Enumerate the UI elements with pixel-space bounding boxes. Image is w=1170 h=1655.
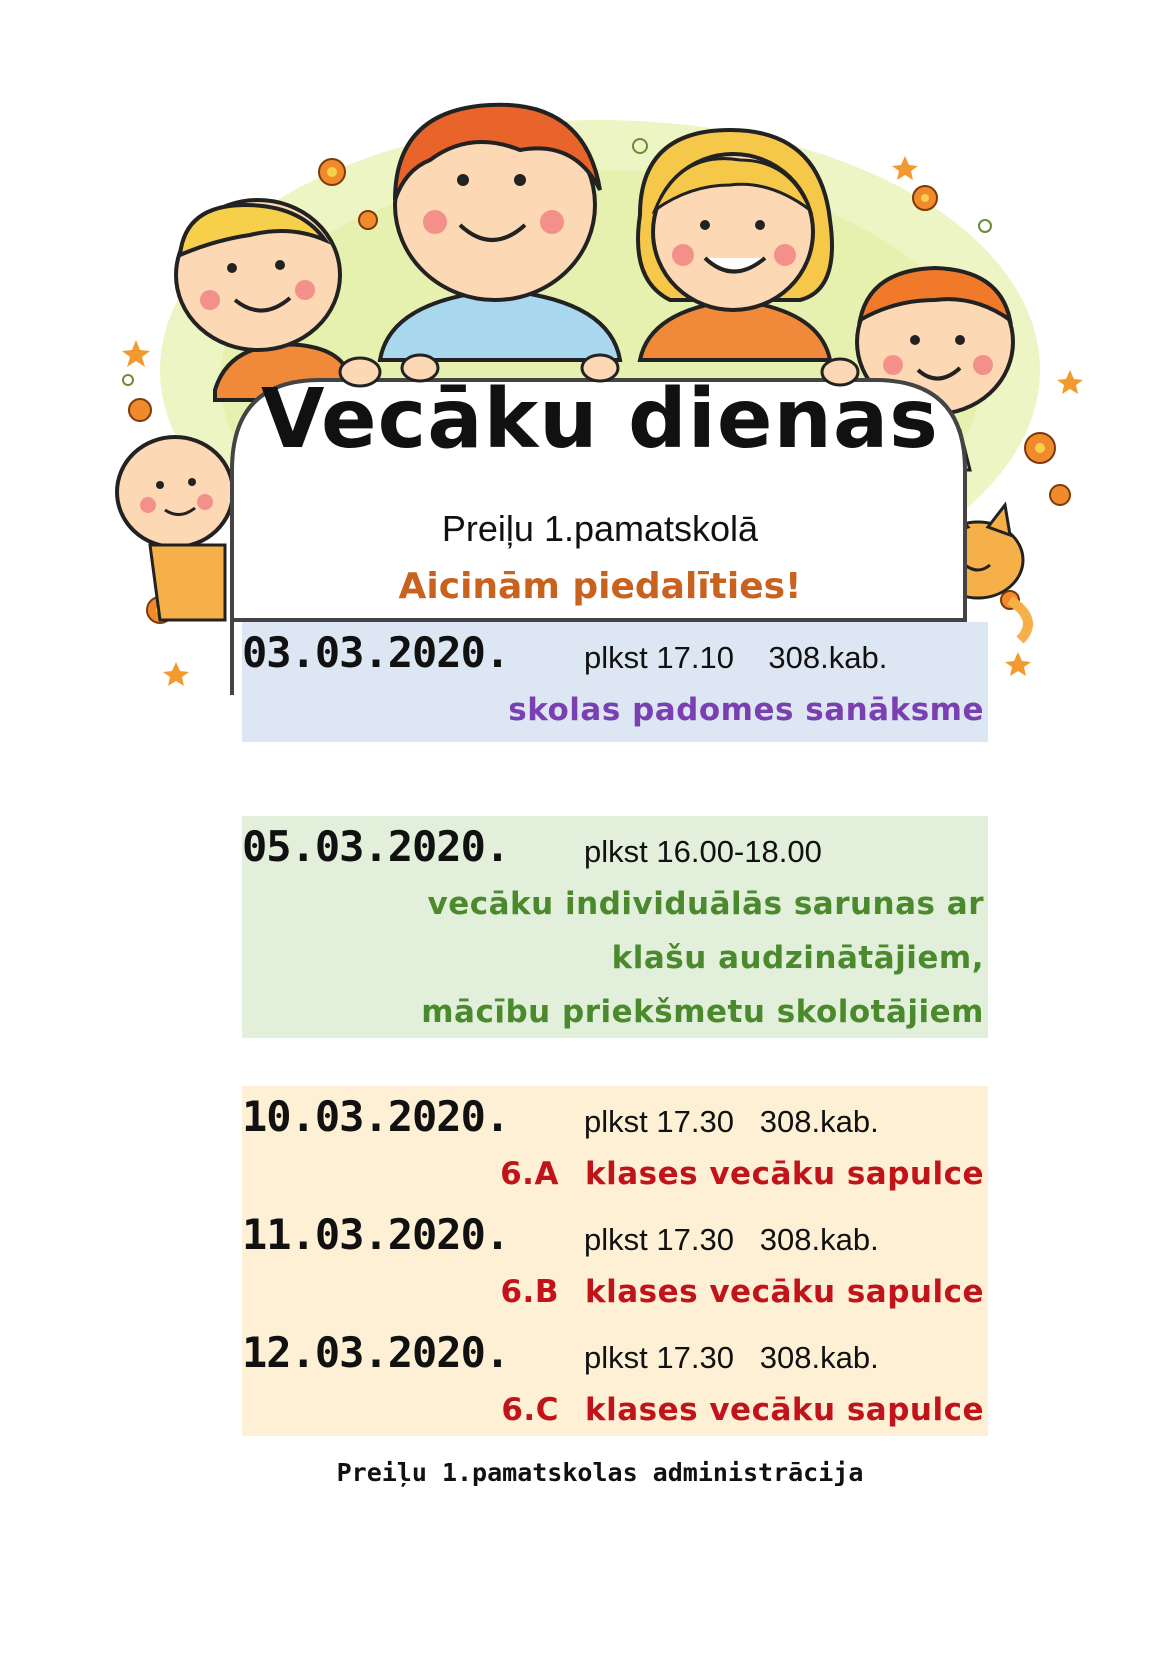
meeting-text: klases vecāku sapulce [584,1392,984,1428]
family-illustration [0,0,1170,720]
event-block-class-meetings [242,1086,988,1436]
meeting-time-room: plkst 17.30 308.kab. [584,1104,879,1139]
meeting-date: 12.03.2020. [242,1328,510,1377]
meeting-description [500,1274,984,1310]
event-description-line: vecāku individuālās sarunas ar [427,886,984,922]
mother-figure [638,130,832,360]
class-name: 6.A [500,1156,559,1192]
father-figure [380,105,620,360]
meeting-time-room: plkst 17.30 308.kab. [584,1340,879,1375]
event-time-room: plkst 17.10 308.kab. [584,640,888,675]
event-description-line: mācību priekšmetu skolotājiem [421,994,984,1030]
school-name: Preiļu 1.pamatskolā [441,508,759,549]
page-title: Vecāku dienas [261,372,939,467]
class-name: 6.B [500,1274,559,1310]
meeting-text: klases vecāku sapulce [584,1156,984,1192]
meeting-description [501,1392,984,1428]
event-block-individual-talks [242,816,988,1038]
event-description-line: klašu audzinātājiem, [611,940,984,976]
meeting-time-room: plkst 17.30 308.kab. [584,1222,879,1257]
meeting-description [500,1156,984,1192]
event-date: 03.03.2020. [242,628,510,677]
baby-figure [117,437,233,620]
class-name: 6.C [501,1392,559,1428]
meeting-date: 10.03.2020. [242,1092,510,1141]
invitation-text: Aicinām piedalīties! [398,566,802,607]
event-date: 05.03.2020. [242,822,510,871]
event-description: skolas padomes sanāksme [508,692,984,728]
meeting-text: klases vecāku sapulce [584,1274,984,1310]
meeting-date: 11.03.2020. [242,1210,510,1259]
footer-signature: Preiļu 1.pamatskolas administrācija [336,1458,864,1487]
event-time: plkst 16.00-18.00 [584,834,822,869]
event-block-council [242,622,988,742]
